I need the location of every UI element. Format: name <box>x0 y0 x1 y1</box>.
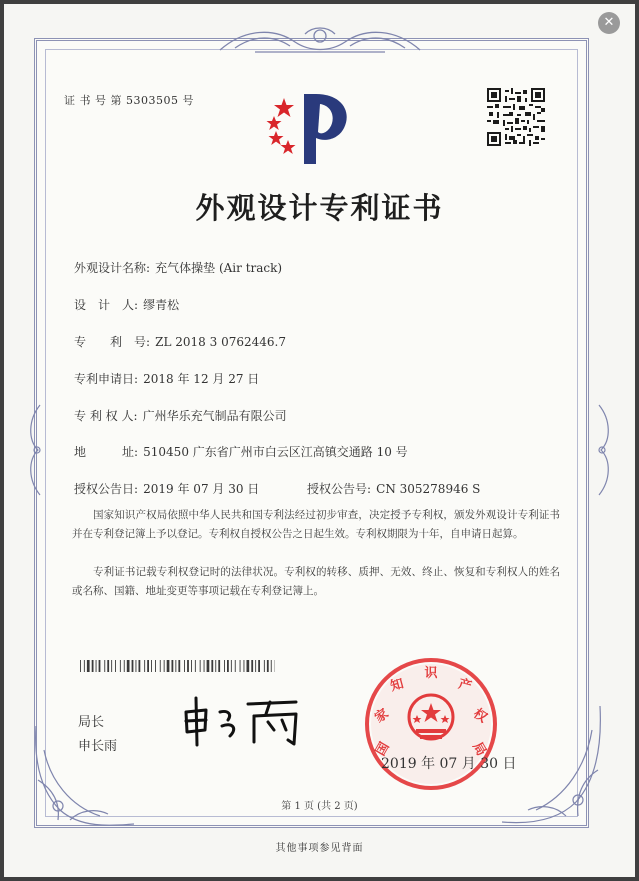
footer-note: 其他事项参见背面 <box>275 843 364 854</box>
svg-text:知: 知 <box>388 676 406 695</box>
svg-text:权: 权 <box>470 706 490 727</box>
field-label: 授权公告日: <box>74 482 139 496</box>
field-design-name <box>74 257 282 276</box>
field-label: 专利申请日: <box>74 372 139 386</box>
field-value: CN 305278946 S <box>376 482 481 496</box>
field-value: ZL 2018 3 0762446.7 <box>155 335 286 349</box>
field-label: 外观设计名称: <box>74 261 151 275</box>
seal-date: 2019 年 07 月 30 日 <box>381 756 517 772</box>
field-address <box>74 441 408 460</box>
field-value: 2019 年 07 月 30 日 <box>143 482 260 496</box>
field-label: 专 利 号: <box>74 335 151 349</box>
page-indicator: 第 1 页 (共 2 页) <box>281 801 358 812</box>
field-label: 专 利 权 人: <box>74 409 138 423</box>
cnipa-logo <box>262 88 356 168</box>
svg-text:识: 识 <box>424 666 438 681</box>
signature-image <box>178 690 314 748</box>
field-label: 地 址: <box>74 445 139 459</box>
certificate-number-label: 证 书 号 第 <box>64 94 122 107</box>
qr-code-icon <box>487 88 545 146</box>
director-name: 申长雨 <box>78 739 118 754</box>
legal-paragraph-1: 国家知识产权局依照中华人民共和国专利法经过初步审查，决定授予专利权，颁发外观设计专利证书并在专利登记簿上予以登记。专利权自授权公告之日起生效。专利权期限为十年，自申请日起算。 <box>72 509 560 540</box>
field-label: 设 计 人: <box>74 298 139 312</box>
field-value: 缪青松 <box>143 298 180 312</box>
top-ornament <box>215 24 425 56</box>
field-value: 510450 广东省广州市白云区江高镇交通路 10 号 <box>143 445 408 459</box>
field-patentee <box>74 405 287 424</box>
barcode-icon <box>80 660 275 672</box>
field-label: 授权公告号: <box>307 482 372 496</box>
right-ornament <box>593 400 613 500</box>
field-value: 2018 年 12 月 27 日 <box>143 372 260 386</box>
field-value: 广州华乐充气制品有限公司 <box>142 409 287 423</box>
svg-text:国: 国 <box>373 739 393 759</box>
svg-text:局: 局 <box>469 739 489 759</box>
field-patent-no <box>74 331 286 350</box>
field-value: 充气体操垫 (Air track) <box>155 261 283 275</box>
field-designer <box>74 294 179 313</box>
certificate-number <box>64 92 194 108</box>
field-grant-date <box>74 478 259 497</box>
svg-text:家: 家 <box>372 706 392 727</box>
certificate-number-suffix: 号 <box>182 94 194 107</box>
left-ornament <box>26 400 46 500</box>
certificate-number-value: 5303505 <box>126 94 179 107</box>
legal-paragraph-2: 专利证书记载专利权登记时的法律状况。专利权的转移、质押、无效、终止、恢复和专利权人的姓名或名称、国籍、地址变更等事项记载在专利登记簿上。 <box>72 566 560 597</box>
field-filing-date <box>74 368 259 387</box>
field-grant-no <box>307 478 480 497</box>
certificate-title: 外观设计专利证书 <box>195 191 444 225</box>
director-title: 局长 <box>78 715 105 730</box>
close-icon[interactable]: ✕ <box>598 12 620 34</box>
svg-text:产: 产 <box>456 676 474 695</box>
